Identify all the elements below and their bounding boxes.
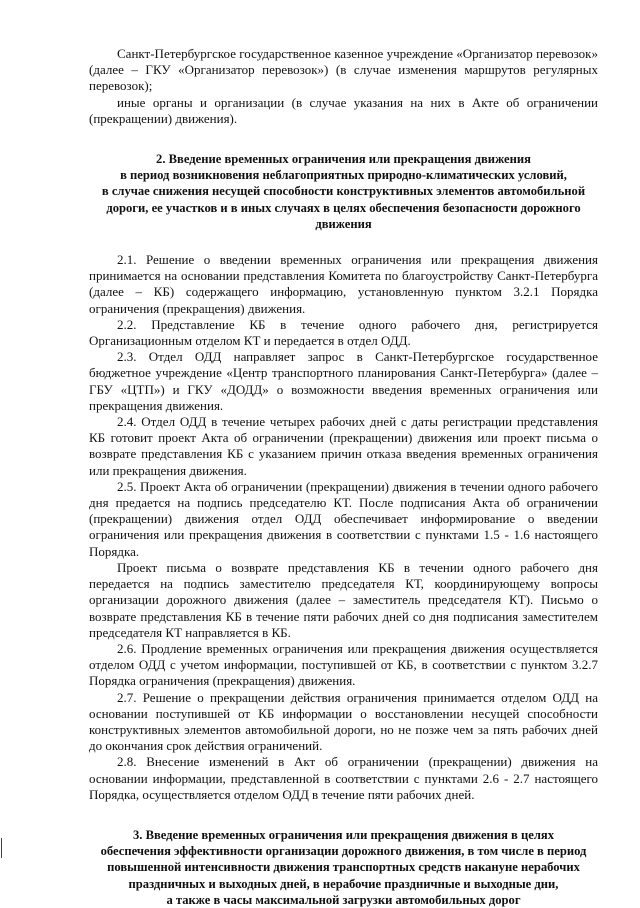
intro-paragraph-1: Санкт-Петербургское государственное казенное учреждение «Организатор перевозок» (далее – ГКУ «Организатор перевозок») (в случае изменения маршрутов регулярных перевозок);: [89, 46, 598, 94]
heading-line: в период возникновения неблагоприятных природно-климатических условий,: [120, 168, 567, 183]
heading-line: 3. Введение временных ограничения или прекращения движения в целях: [132, 827, 555, 842]
heading-line: дороги, ее участков и в иных случаях в целях обеспечения безопасности дорожного: [106, 200, 581, 215]
heading-line: движения: [315, 216, 372, 231]
heading-line: повышенной интенсивности движения транспортных средств накануне нерабочих: [107, 860, 580, 875]
paragraph-2-3: 2.3. Отдел ОДД направляет запрос в Санкт-Петербургское государственное бюджетное учреждение «Центр транспортного планирования Санкт-Петербурга» (далее – ГБУ «ЦТП») и ГКУ «ДОДД» о возможности введения временных ограничения или прекращения движения.: [89, 349, 598, 413]
document-page: [89, 46, 598, 908]
heading-line: а также в часы максимальной загрузки автомобильных дорог: [166, 892, 521, 907]
section-2-heading: [89, 151, 598, 232]
paragraph-2-2: 2.2. Представление КБ в течение одного рабочего дня, регистрируется Организационным отделом КТ и передается в отдел ОДД.: [89, 316, 598, 349]
paragraph-2-8: 2.8. Внесение изменений в Акт об ограничении (прекращении) движения на основании информации, представленной в соответствии с пунктами 2.6 - 2.7 настоящего Порядка, осуществляется отделом ОДД в течение пяти рабочих дней.: [89, 754, 598, 802]
paragraph-2-6: 2.6. Продление временных ограничения или прекращения движения осуществляется отделом ОДД с учетом информации, поступившей от КБ, в соответствии с пунктом 3.2.7 Порядка ограничения (прекращения) движения.: [89, 640, 598, 689]
paragraph-2-4: 2.4. Отдел ОДД в течение четырех рабочих дней с даты регистрации представления КБ готовит проект Акта об ограничении (прекращении) движения или проект письма о возврате представления КБ с указанием причин отказа введения временных ограничения или прекращения движения.: [89, 414, 598, 478]
heading-line: обеспечения эффективности организации дорожного движения, в том числе в период: [100, 844, 587, 859]
paragraph-2-5: 2.5. Проект Акта об ограничении (прекращении) движения в течении одного рабочего дня предается на подпись председателю КТ. После подписания Акта об ограничении (прекращении) движения отдел ОДД обеспечивает информирование о введении ограничения или прекращения движения в соответствии с пунктами 1.5 - 1.6 настоящего Порядка.: [89, 478, 598, 559]
intro-paragraph-2: иные органы и организации (в случае указания на них в Акте об ограничении (прекращении) движения).: [89, 94, 598, 126]
paragraph-2-1: 2.1. Решение о введении временных ограничения или прекращения движения принимается на основании представления Комитета по благоустройству Санкт-Петербурга (далее – КБ) содержащего информацию, установленную пунктом 3.2.1 Порядка ограничения (прекращения) движения.: [89, 252, 598, 316]
section-3-heading: [89, 827, 598, 908]
heading-line: 2. Введение временных ограничения или прекращения движения: [156, 152, 531, 167]
paragraph-2-5-letter: Проект письма о возврате представления КБ в течении одного рабочего дня передается на подпись заместителю председателя КТ, координирующему вопросы организации дорожного движения (далее – заместитель председателя КТ). Письмо о возврате представления КБ в течение пяти рабочих дней со дня подписания заместителем председателя КТ направляется в КБ.: [89, 559, 598, 640]
scan-margin-mark: [1, 838, 2, 858]
heading-line: в случае снижения несущей способности конструктивных элементов автомобильной: [101, 184, 586, 199]
heading-line: праздничных и выходных дней, в нерабочие праздничные и выходные дни,: [128, 876, 559, 891]
paragraph-2-7: 2.7. Решение о прекращении действия ограничения принимается отделом ОДД на основании поступившей от КБ информации о восстановлении несущей способности конструктивных элементов автомобильной дороги, но не позже чем за пять рабочих дней до окончания срок действия ограничений.: [89, 689, 598, 754]
